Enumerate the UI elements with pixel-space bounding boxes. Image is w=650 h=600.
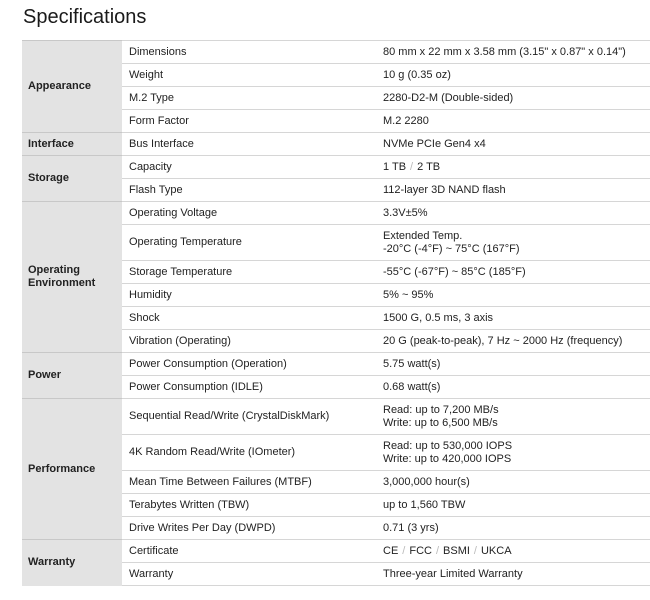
separator: / bbox=[435, 544, 440, 557]
capacity-option: 2 TB bbox=[417, 160, 441, 173]
certificate-item: CE bbox=[383, 544, 399, 557]
group-label-line: Environment bbox=[28, 277, 96, 289]
separator: / bbox=[402, 544, 406, 557]
spec-value: 20 G (peak-to-peak), 7 Hz ~ 2000 Hz (frequency) bbox=[376, 330, 650, 353]
separator: / bbox=[473, 544, 477, 557]
spec-value: 80 mm x 22 mm x 3.58 mm (3.15" x 0.87" x 0.14") bbox=[376, 41, 650, 64]
page-title: Specifications bbox=[23, 6, 147, 28]
spec-name: Shock bbox=[122, 307, 376, 330]
spec-name: Capacity bbox=[122, 156, 376, 179]
spec-name: Operating Voltage bbox=[122, 202, 376, 225]
spec-value bbox=[376, 540, 650, 563]
group-label-operating-environment bbox=[22, 202, 122, 353]
table-row bbox=[22, 202, 650, 225]
spec-value: 10 g (0.35 oz) bbox=[376, 64, 650, 87]
spec-name: Power Consumption (Operation) bbox=[122, 353, 376, 376]
certificate-item: BSMI bbox=[443, 544, 470, 557]
spec-name: Dimensions bbox=[122, 41, 376, 64]
spec-value: 112-layer 3D NAND flash bbox=[376, 179, 650, 202]
spec-name: Terabytes Written (TBW) bbox=[122, 494, 376, 517]
spec-name: Storage Temperature bbox=[122, 261, 376, 284]
group-label-appearance: Appearance bbox=[22, 41, 122, 133]
spec-value bbox=[376, 399, 650, 435]
spec-name: Flash Type bbox=[122, 179, 376, 202]
spec-name: Certificate bbox=[122, 540, 376, 563]
spec-value bbox=[376, 156, 650, 179]
spec-name: Operating Temperature bbox=[122, 225, 376, 261]
table-row bbox=[22, 156, 650, 179]
spec-value: 2280-D2-M (Double-sided) bbox=[376, 87, 650, 110]
spec-name: Warranty bbox=[122, 563, 376, 586]
spec-name: Drive Writes Per Day (DWPD) bbox=[122, 517, 376, 540]
spec-value-line: -20°C (-4°F) ~ 75°C (167°F) bbox=[383, 242, 520, 255]
spec-value: Three-year Limited Warranty bbox=[376, 563, 650, 586]
spec-value: M.2 2280 bbox=[376, 110, 650, 133]
group-label-line: Operating bbox=[28, 264, 80, 276]
spec-value: 3.3V±5% bbox=[376, 202, 650, 225]
table-row bbox=[22, 41, 650, 64]
table-row bbox=[22, 353, 650, 376]
spec-value: 5.75 watt(s) bbox=[376, 353, 650, 376]
spec-name: Mean Time Between Failures (MTBF) bbox=[122, 471, 376, 494]
spec-name: Power Consumption (IDLE) bbox=[122, 376, 376, 399]
spec-name: Sequential Read/Write (CrystalDiskMark) bbox=[122, 399, 376, 435]
spec-value: 3,000,000 hour(s) bbox=[376, 471, 650, 494]
separator: / bbox=[410, 160, 414, 173]
group-label-power: Power bbox=[22, 353, 122, 399]
certificate-item: FCC bbox=[409, 544, 432, 557]
spec-value: 0.71 (3 yrs) bbox=[376, 517, 650, 540]
group-label-interface: Interface bbox=[22, 133, 122, 156]
spec-value: 1500 G, 0.5 ms, 3 axis bbox=[376, 307, 650, 330]
table-row bbox=[22, 399, 650, 435]
spec-value: -55°C (-67°F) ~ 85°C (185°F) bbox=[376, 261, 650, 284]
group-label-storage: Storage bbox=[22, 156, 122, 202]
specifications-table bbox=[22, 40, 650, 586]
spec-value: 0.68 watt(s) bbox=[376, 376, 650, 399]
capacity-option: 1 TB bbox=[383, 160, 407, 173]
spec-name: 4K Random Read/Write (IOmeter) bbox=[122, 435, 376, 471]
spec-name: Bus Interface bbox=[122, 133, 376, 156]
group-label-warranty: Warranty bbox=[22, 540, 122, 586]
table-row bbox=[22, 133, 650, 156]
spec-value-line: Write: up to 420,000 IOPS bbox=[383, 452, 512, 465]
certificate-item: UKCA bbox=[480, 544, 512, 557]
spec-name: Form Factor bbox=[122, 110, 376, 133]
spec-value-line: Read: up to 530,000 IOPS bbox=[383, 439, 513, 452]
spec-value bbox=[376, 225, 650, 261]
spec-value-line: Extended Temp. bbox=[383, 229, 463, 242]
spec-value: 5% ~ 95% bbox=[376, 284, 650, 307]
spec-name: Vibration (Operating) bbox=[122, 330, 376, 353]
spec-value: up to 1,560 TBW bbox=[376, 494, 650, 517]
group-label-performance: Performance bbox=[22, 399, 122, 540]
spec-value-line: Read: up to 7,200 MB/s bbox=[383, 403, 499, 416]
spec-name: Weight bbox=[122, 64, 376, 87]
spec-value-line: Write: up to 6,500 MB/s bbox=[383, 416, 498, 429]
spec-name: M.2 Type bbox=[122, 87, 376, 110]
table-row bbox=[22, 540, 650, 563]
spec-name: Humidity bbox=[122, 284, 376, 307]
spec-value: NVMe PCIe Gen4 x4 bbox=[376, 133, 650, 156]
spec-value bbox=[376, 435, 650, 471]
